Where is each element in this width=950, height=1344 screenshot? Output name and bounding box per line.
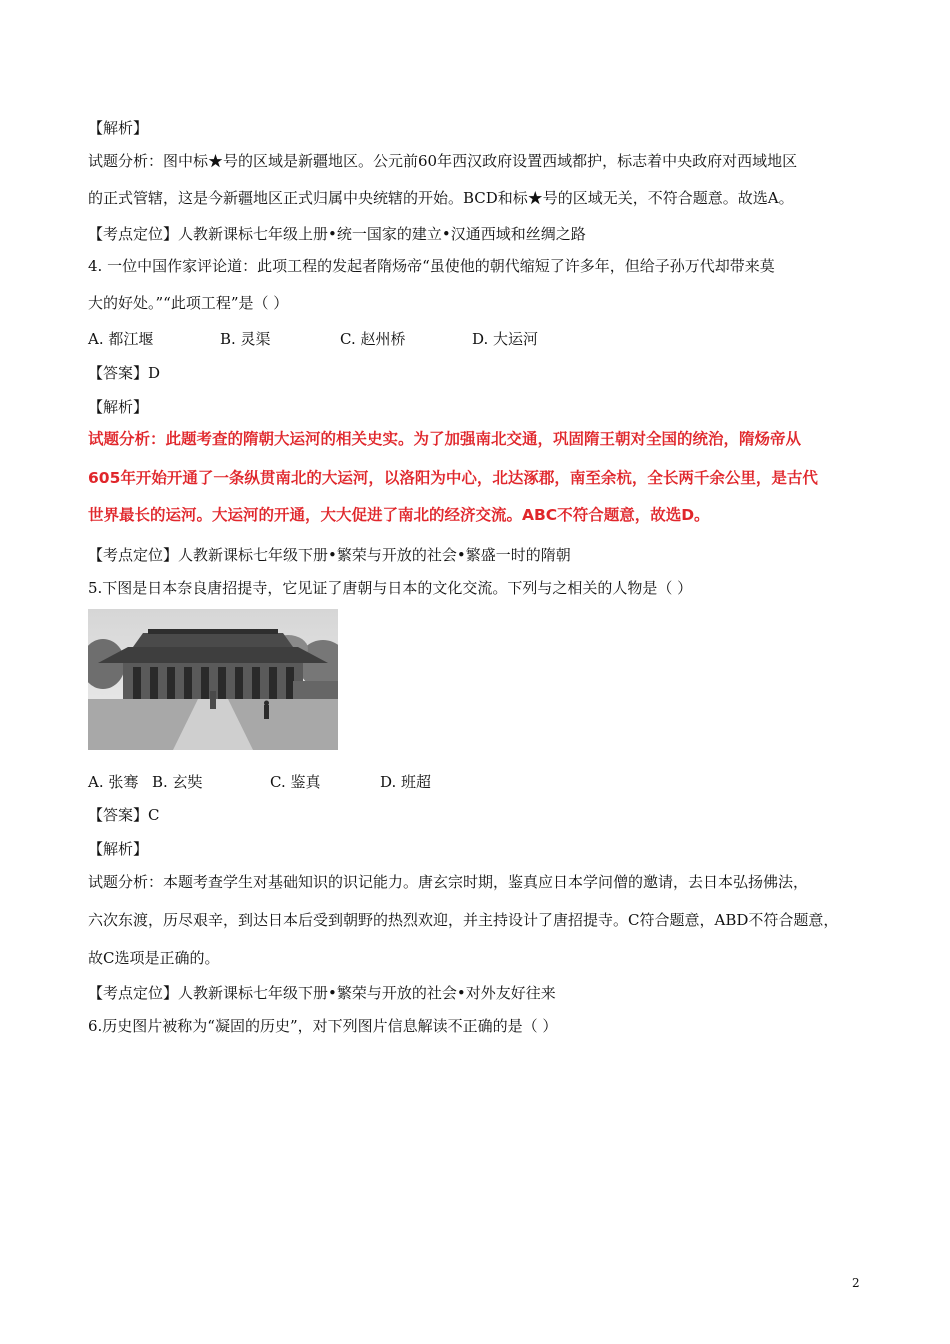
kaodian-text: 【考点定位】人教新课标七年级下册•繁荣与开放的社会•繁盛一时的隋朝 xyxy=(88,546,571,564)
analysis-tag: 【解析】 xyxy=(88,840,149,858)
temple-photo xyxy=(88,609,338,750)
analysis-text: 的正式管辖，这是今新疆地区正式归属中央统辖的开始。BCD和标★号的区域无关，不符合题意。故选A。 xyxy=(88,189,794,207)
option-c: C. 鉴真 xyxy=(270,773,321,791)
question-stem: 大的好处。”“此项工程”是（ ） xyxy=(88,294,289,312)
option-b: B. 玄奘 xyxy=(152,773,203,791)
analysis-text: 试题分析：本题考查学生对基础知识的识记能力。唐玄宗时期，鉴真应日本学问僧的邀请，去日本弘扬佛法， xyxy=(88,873,809,891)
analysis-text: 故C选项是正确的。 xyxy=(88,949,220,967)
page-number: 2 xyxy=(852,1276,860,1290)
analysis-text-highlight: 试题分析：此题考查的隋朝大运河的相关史实。为了加强南北交通，巩固隋王朝对全国的统治，隋炀帝从 xyxy=(88,430,802,448)
analysis-text-highlight: 605年开始开通了一条纵贯南北的大运河，以洛阳为中心，北达涿郡，南至余杭，全长两千余公里，是古代 xyxy=(88,469,818,487)
answer-text: 【答案】D xyxy=(88,364,161,382)
kaodian-text: 【考点定位】人教新课标七年级下册•繁荣与开放的社会•对外友好往来 xyxy=(88,984,556,1002)
option-d: D. 大运河 xyxy=(472,330,539,348)
option-a: A. 都江堰 xyxy=(88,330,154,348)
analysis-text: 试题分析：图中标★号的区域是新疆地区。公元前60年西汉政府设置西域都护，标志着中央政府对西域地区 xyxy=(88,152,798,170)
options-row xyxy=(88,329,538,349)
option-c: C. 赵州桥 xyxy=(340,330,406,348)
question-stem: 6.历史图片被称为“凝固的历史”，对下列图片信息解读不正确的是（ ） xyxy=(88,1017,558,1035)
option-a: A. 张骞 xyxy=(88,773,139,791)
analysis-tag: 【解析】 xyxy=(88,119,149,137)
options-row xyxy=(88,772,431,792)
analysis-text-highlight: 世界最长的运河。大运河的开通，大大促进了南北的经济交流。ABC不符合题意，故选D。 xyxy=(88,506,710,524)
analysis-tag: 【解析】 xyxy=(88,398,149,416)
analysis-text: 六次东渡，历尽艰辛，到达日本后受到朝野的热烈欢迎，并主持设计了唐招提寺。C符合题意，ABD不符合题意， xyxy=(88,911,839,929)
question-stem: 5.下图是日本奈良唐招提寺，它见证了唐朝与日本的文化交流。下列与之相关的人物是（ ） xyxy=(88,579,693,597)
option-d: D. 班超 xyxy=(380,773,432,791)
question-stem: 4. 一位中国作家评论道：此项工程的发起者隋炀帝“虽使他的朝代缩短了许多年，但给子孙万代却带来莫 xyxy=(88,257,775,275)
option-b: B. 灵渠 xyxy=(220,330,271,348)
kaodian-text: 【考点定位】人教新课标七年级上册•统一国家的建立•汉通西域和丝绸之路 xyxy=(88,225,586,243)
answer-text: 【答案】C xyxy=(88,806,160,824)
